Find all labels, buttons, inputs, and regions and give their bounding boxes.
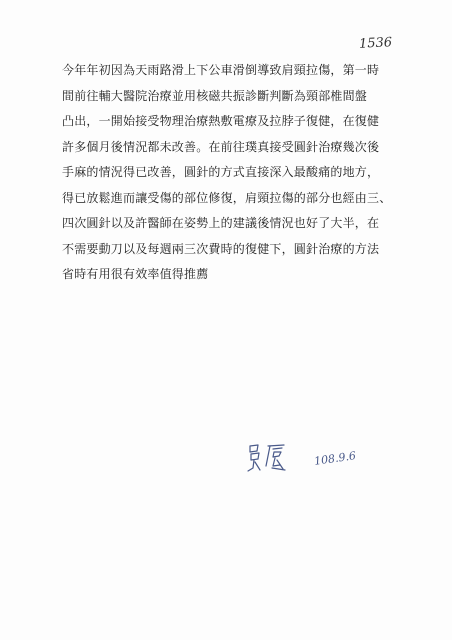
paragraph-line: 不需要動刀以及每週兩三次費時的復健下，圓針治療的方法	[62, 241, 380, 256]
paragraph-line: 四次圓針以及許醫師在姿勢上的建議後情況也好了大半，在	[62, 216, 380, 230]
paragraph-line: 省時有用很有效率值得推薦	[62, 267, 209, 281]
handwritten-signature	[244, 440, 304, 476]
testimonial-paragraph	[62, 58, 392, 288]
paragraph-line: 凸出，一開始接受物理治療熱敷電療及拉脖子復健，在復健	[62, 114, 380, 128]
paragraph-line: 手麻的情況得已改善，圓針的方式直接深入最酸痛的地方，	[62, 165, 380, 179]
paragraph-line: 許多個月後情況都未改善。在前往璞真接受圓針治療幾次後	[62, 139, 380, 154]
paragraph-line: 得已放鬆進而讓受傷的部位修復，肩頸拉傷的部分也經由三、	[62, 190, 392, 205]
page-number: 1536	[358, 35, 393, 52]
paragraph-line: 間前往輔大醫院治療並用核磁共振診斷判斷為頸部椎間盤	[62, 88, 368, 103]
signature-date: 108.9.6	[313, 449, 357, 468]
paragraph-line: 今年年初因為天雨路滑上下公車滑倒導致肩頸拉傷，第一時	[62, 63, 380, 77]
signature-block	[244, 440, 384, 480]
